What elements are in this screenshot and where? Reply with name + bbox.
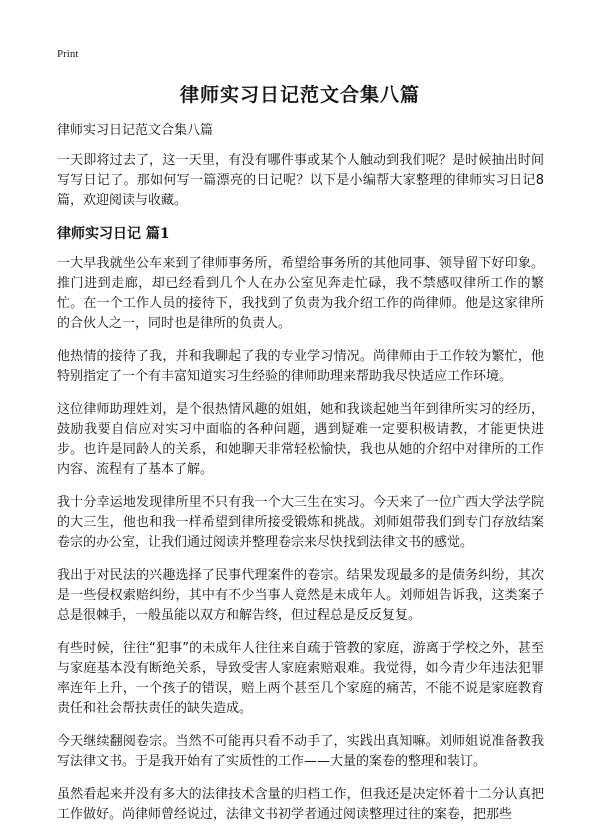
print-label: Print [57, 48, 79, 60]
section-heading: 律师实习日记 篇1 [57, 226, 170, 242]
body-paragraph: 我出于对民法的兴趣选择了民事代理案件的卷宗。结果发现最多的是债务纠纷，其次是一些侵权索赔纠纷，其中有不少当事人竟然是未成年人。刘师姐告诉我，这类案子总是很棘手，一般虽能以双方和解告终，但过程总是反反复复。 [57, 568, 544, 623]
document-body [57, 121, 544, 838]
body-paragraph: 这位律师助理姓刘，是个很热情风趣的姐姐，她和我谈起她当年到律所实习的经历，鼓励我要自信应对实习中面临的各种问题，遇到疑难一定要积极请教，才能更快进步。也许是同龄人的关系，和她聊天非常轻松愉快，我也从她的介绍中对律所的工作内容、流程有了基本了解。 [57, 402, 544, 477]
body-paragraph: 有些时候，往往“犯事”的未成年人往往来自疏于管教的家庭，游离于学校之外，甚至与家庭基本没有断绝关系，导致受害人家庭索赔艰难。我觉得，如今青少年违法犯罪率连年上升，一个孩子的错误，赔上两个甚至几个家庭的痛苦，不能不说是家庭教育责任和社会帮扶责任的缺失造成。 [57, 641, 544, 716]
page-title: 律师实习日记范文合集八篇 [179, 84, 420, 106]
subtitle: 律师实习日记范文合集八篇 [57, 123, 214, 138]
body-paragraph: 今天继续翻阅卷宗。当然不可能再只看不动手了，实践出真知嘛。刘师姐说准备教我写法律文书。于是我开始有了实质性的工作——大量的案卷的整理和装订。 [57, 734, 544, 769]
body-paragraph: 一大早我就坐公车来到了律师事务所，希望给事务所的其他同事、领导留下好印象。推门进到走廊，却已经看到几个人在办公室见奔走忙碌，我不禁感叹律所工作的繁忙。在一个工作人员的接待下，我找到了负责为我介绍工作的尚律师。他是这家律所的合伙人之一，同时也是律所的负责人。 [57, 256, 544, 331]
body-paragraph: 他热情的接待了我，并和我聊起了我的专业学习情况。尚律师由于工作较为繁忙，他特别指定了一个有丰富知道实习生经验的律师助理来帮助我尽快适应工作环境。 [57, 349, 544, 384]
body-paragraph: 虽然看起来并没有多大的法律技术含量的归档工作，但我还是决定怀着十二分认真把工作做好。尚律师曾经说过，法律文书初学者通过阅读整理过往的案卷，把那些 [57, 787, 544, 822]
intro-paragraph: 一天即将过去了，这一天里，有没有哪件事或某个人触动到我们呢？是时候抽出时间写写日记了。那如何写一篇漂亮的日记呢？以下是小编帮大家整理的律师实习日记8篇，欢迎阅读与收藏。 [57, 153, 544, 208]
body-paragraph: 我十分幸运地发现律所里不只有我一个大三生在实习。今天来了一位广西大学法学院的大三生，他也和我一样希望到律所接受锻炼和挑战。刘师姐带我们到专门存放结案卷宗的办公室，让我们通过阅读并整理卷宗来尽快找到法律文书的感觉。 [57, 495, 544, 550]
